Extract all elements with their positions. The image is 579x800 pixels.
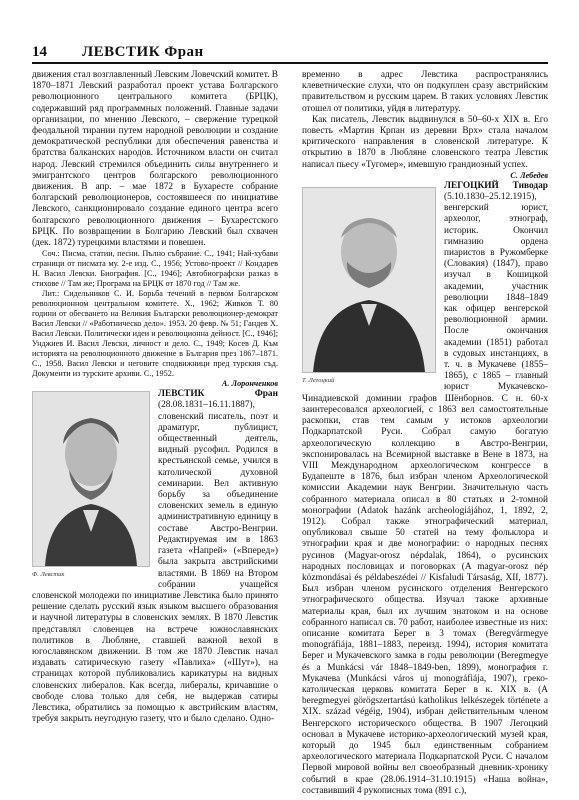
photo-caption-2: Т. Легоцкий: [302, 376, 335, 384]
running-title: ЛЕВСТИК Фран: [82, 44, 204, 60]
author-signature-2: С. Лебедев: [510, 170, 548, 180]
portrait-illustration-2: [303, 188, 435, 372]
entry-body-2: (5.10.1830–25.12.1915), венгерский юрист, археолог, этнограф, историк. Окончил гимназию ордена пиаристов в Ружомберке (Словакия) (1847), право изучал в Кошицкой академии, участник революции 1848–1849 как офицер венгерской революционной армии. После окончания академии (1851) работал в судовых инстанциях, в т. ч. в Мукачеве (1855–1865), с 1865 – главный юрист Мукачевско-Чинадиевской доминии графов Шёнборнов. С н. 60-х заинтересовался археологией, с 1863 вел самостоятельные раскопки, став тем самым у истоков археологии Подкарпатской Руси. Собрал самую богатую археологическую коллекцию в Австро-Венгрии, экспонировалась на Всемирной выставке в Вене в 1873, на VIII Международном археологическом конгрессе в Будапеште в 1876, был избран членом Археологической комиссии Академии наук Венгрии. Значительную часть собранного материала описал в 80 статьях и 2-томной монографии (Adatok hazánk archeologiájához, 1, 1892, 2, 1912). Собрал также этнографический материал, опубликовал свыше 50 статей на тему фольклора и этнографии края и две монографии: о народных песнях русинов (Magyar-orosz népdalak, 1864), о русинских народных пословицах и поговорках (A magyar-orosz nép közmondásai és példabeszédei // Kisfaludi Társaság, XII, 1877). Был избран членом русинского отделения Венгерского этнографического общества. Изучал также архивные материалы края, был их лучшим знатоком и на основе собранного написал св. 70 работ, наиболее известные из них: описание комитата Берег в 3 томах (Beregvármegye monográfiája, 1881–1883, переизд. 1994), история комитата Берег и Мукачевского замка в годы революции (Beregmegye és a Munkácsi vár 1848–1849-ben, 1899), монография г. Мукачева (Munkácsi város uj monográfiája, 1907), греко-католическая церковь комитата Берег в к. XIX в. (A beregmegyei görögszertartású katholikus lelkészegek története a XIX. század végéig, 1904), избран действительным членом Венгерского исторического общества. В 1907 Легоцкий основал в Мукачеве историко-археологический музей края, который до 1945 был единственным собранием археологического материала Подкарпатской Руси. С началом Первой мировой войны вел своеобразный дневник-хронику событий в крае (28.06.1914–31.10.1915) «Наша война», составивший 4 рукописных тома (891 с.),: [302, 192, 548, 796]
levski-works: Соч.: Писма, статии, песни. Пълно събрание. С., 1941; Най-хубави страници от писмата му. 2-е изд. С., 1956; Устово-проект // Кондарев Н. Васил Левски. Биография. [С., 1946]; Автобиографски разказ в стихове // Там же; Програма на БРЦК от 1870 год // Там же.: [32, 249, 278, 289]
right-column: [302, 70, 548, 797]
levski-literature: Лит.: Сидельников С. И. Борьба течений в первом Болгарском революционном центральном комитете. Х., 1962; Живков Т. 80 години от обесването на Великия Български революционер-демократ Васил Левски // «Работническо дело». 1953. 20 февр. № 51; Гандев Х. Васил Левски. Политически идеи и революционна дейност. [С., 1946]; Унджиев И. Васил Левски, личност и дело. С., 1949; Косев Д. Към историята на революционното движение в България през 1867–1871. С., 1958. Васил Левски и неговите сподвижници пред турския съд. Документи из турските архиви. С., 1952.: [32, 289, 278, 379]
legotsky-entry: [302, 181, 548, 797]
levski-continuation: движения стал возглавленный Левским Ловечский комитет. В 1870–1871 Левский разработал проект устава Болгарского революционного центрального комитета (БРЦК), содержавший ряд программных положений. Главные задачи организации, по мнению Левского, – свержение турецкой феодальной тирании путем народной революции и создание демократической республики для обеспечения равенства и братства балканских народов. Источником власти он считал народ. Левский стремился объединить силы внутреннего и эмигрантского центров болгарского революционного движения. В апр. – мае 1872 в Бухаресте собрание болгарский революционеров, состоявшееся по инициативе Левского, санкционировало создание единого центра всего болгарского революционного движения – Бухарестского БРЦК. По возвращении в Болгарию Левский был схвачен (дек. 1872) турецкими властями и повешен.: [32, 70, 278, 249]
page-number: 14: [32, 44, 47, 60]
left-column: [32, 70, 278, 725]
legotsky-figure: [302, 187, 436, 386]
portrait-photo: [32, 391, 150, 567]
levstik-figure: [32, 391, 150, 580]
portrait-photo-2: [302, 187, 436, 373]
photo-caption: Ф. Левстик: [32, 571, 65, 579]
entry-body: (28.08.1831–16.11.1887), словенский писатель, поэт и драматург, публицист, общественный деятель, видный русофил. Родился в крестьянской семье, учился в католической духовной семинарии. Вел активную борьбу за объединение словенских земель в единую административную единицу в составе Австро-Венгрии. Редактируемая им в 1863 газета «Напрей» («Вперед») была закрыта австрийскими властями. В 1869 на Втором собрании учащейся словенской молодежи по инициативе Левстика было принято решение сделать русский язык языком высшего образования и научной литературы в словенских землях. В 1870 Левстик представлял словенцев на встрече южнославянских политиков в Любляне, ставшей важной вехой в югославянском движении. В том же 1870 Левстик начал издавать сатирическую газету «Павлиха» («Шут»), на страницах которой публиковались карикатуры на видных словенских либералов. Как всегда, либералы, кричавшие о свободе слова только для себя, не выдержав сатиры Левстика, обратились за помощью к австрийским властям, требуя закрыть неугодную газету, что и было сделано. Одно-: [32, 400, 278, 725]
levstik-entry: [32, 389, 278, 725]
author-signature: А. Лоронченков: [221, 379, 278, 389]
running-header: [32, 44, 548, 64]
entry-headword-2: ЛЕГОЦКИЙ Тиводар: [444, 180, 548, 191]
levstik-continuation: временно в адрес Левстика распространялись клеветнические слухи, что он подкуплен сразу австрийским правительством и русским царем. В таких условиях Левстик отошел от политики, уйдя в литературу.: [302, 70, 548, 114]
entry-headword: ЛЕВСТИК Фран: [158, 389, 278, 400]
portrait-illustration: [33, 392, 149, 566]
levstik-writer-paragraph: Как писатель, Левстик выдвинулся в 50–60-х XIX в. Его повесть «Мартин Крпан из деревни Врх» стала началом критического направления в словенской литературе. К открытию в 1870 в Любляне словенского театра Левстик написал пьесу «Тугомер», имевшую грандиозный успех.: [302, 114, 548, 170]
